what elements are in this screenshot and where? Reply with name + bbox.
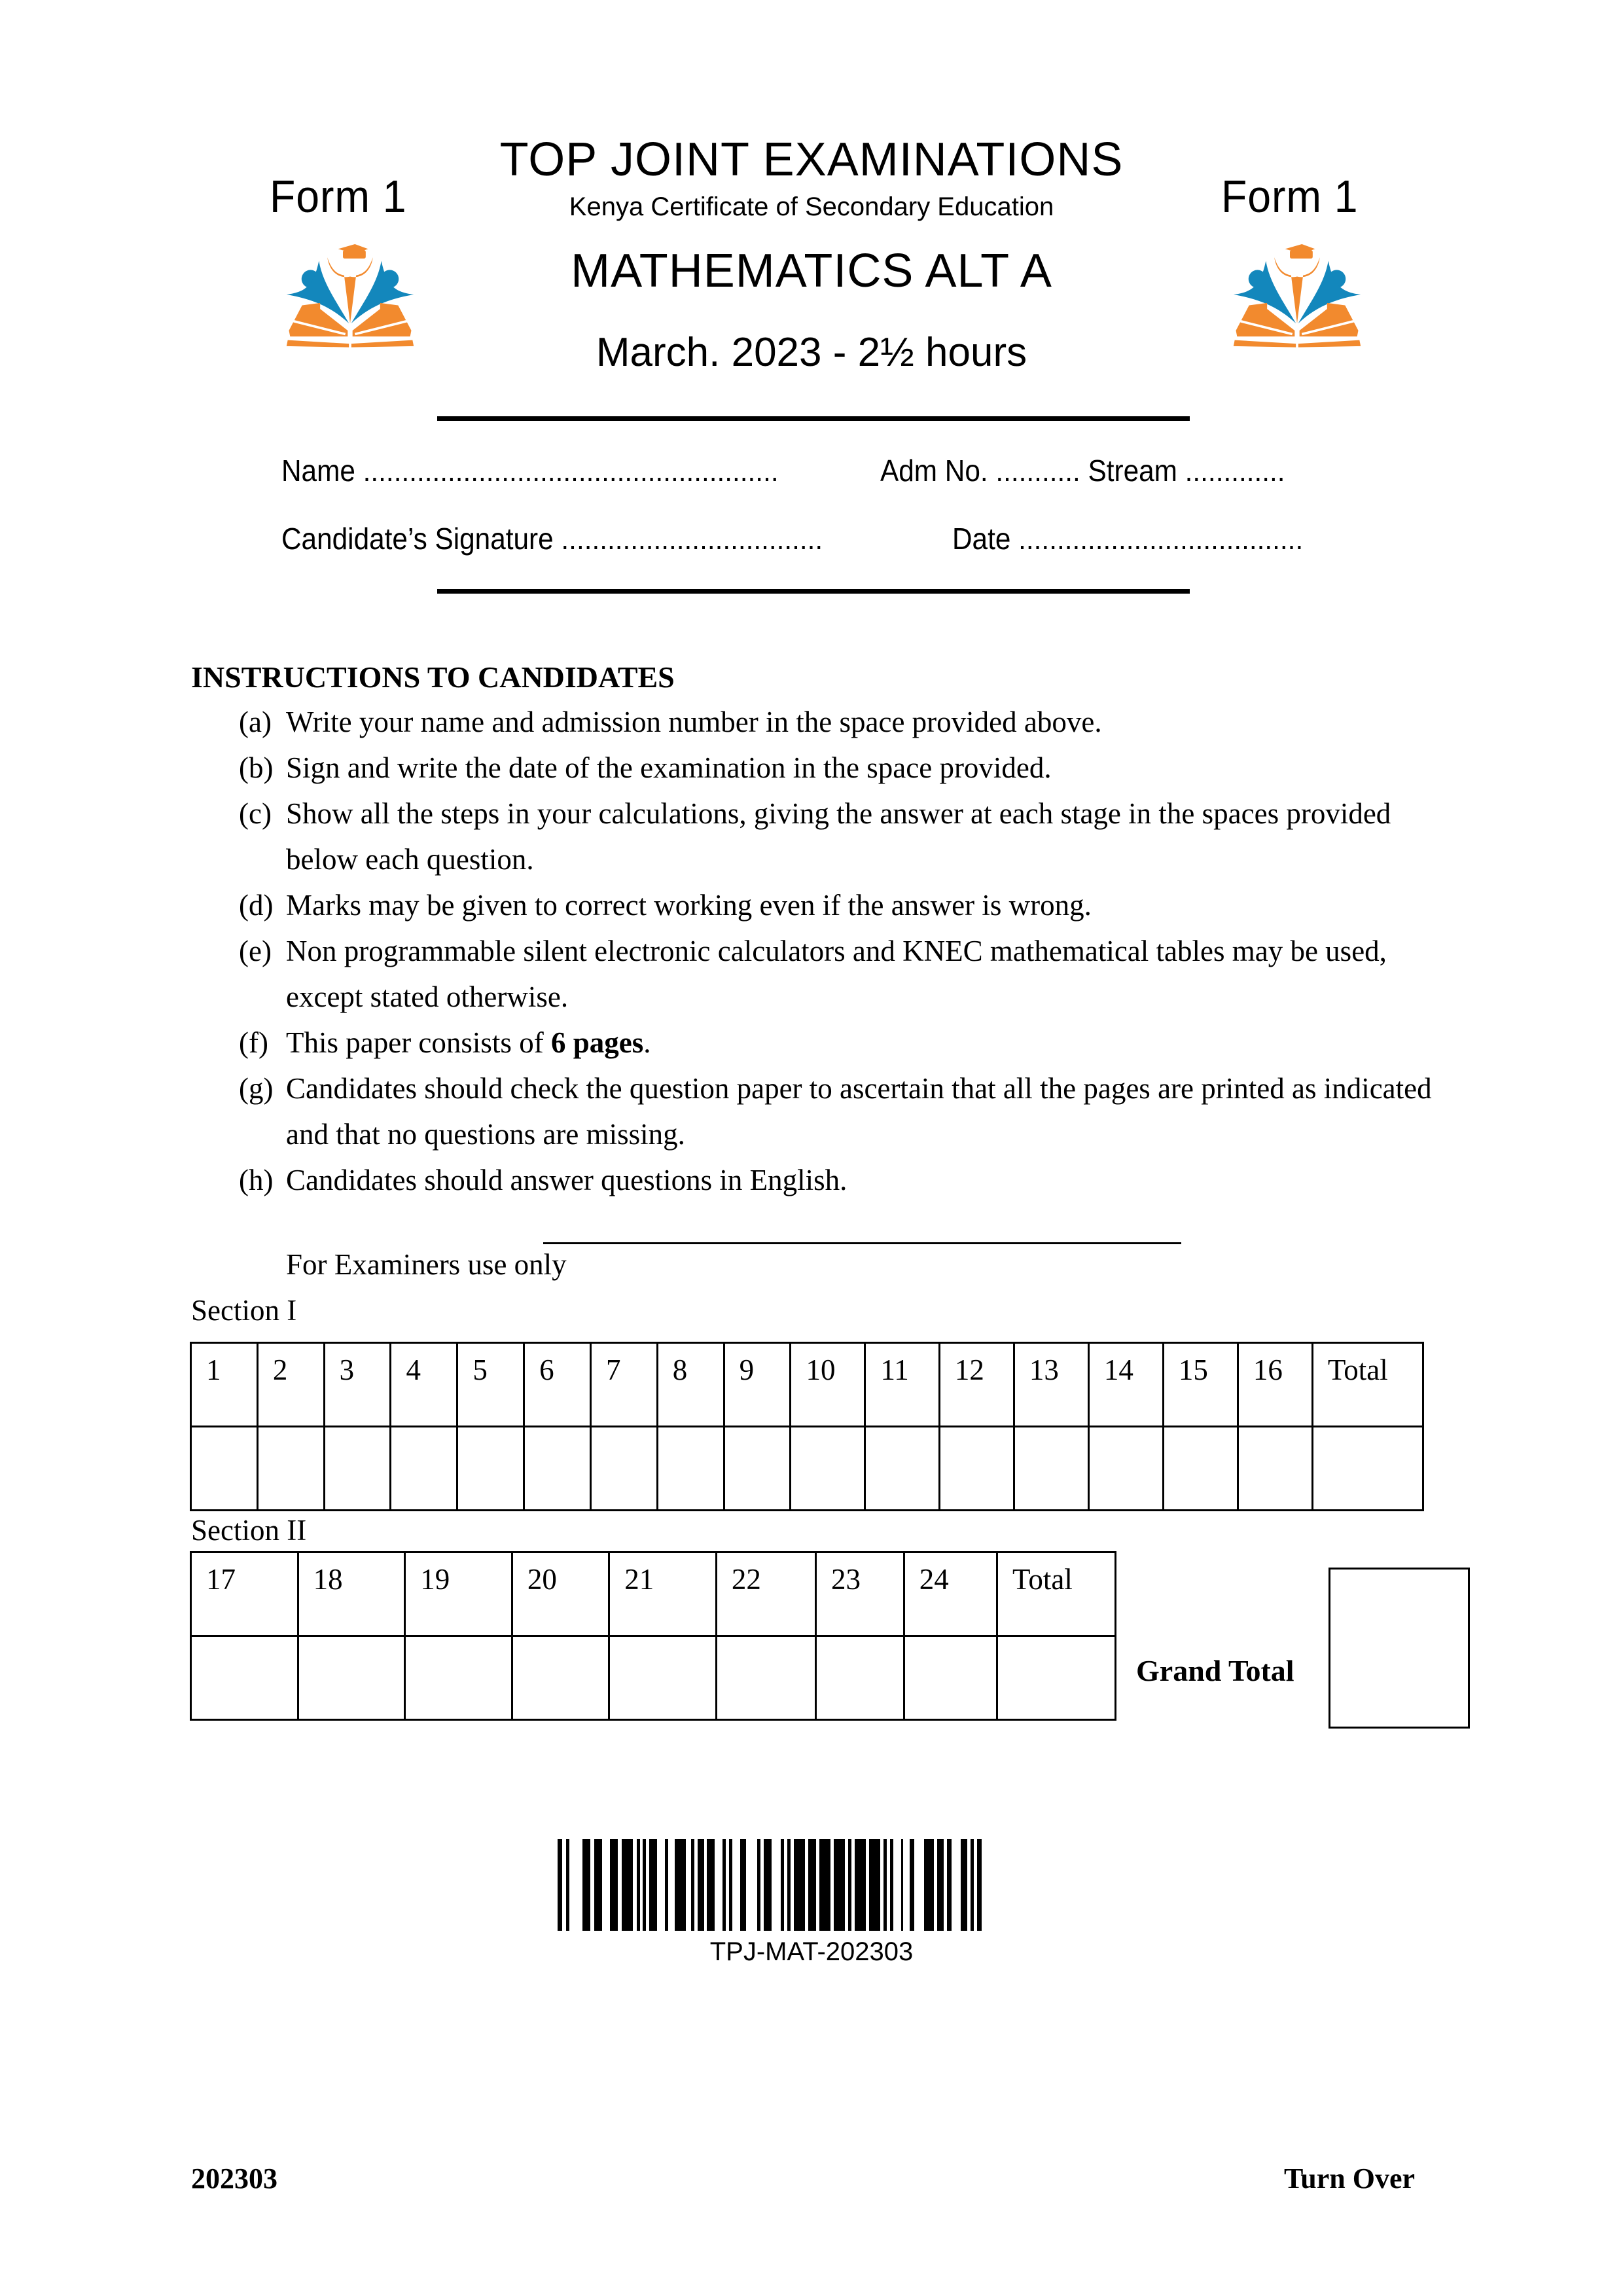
score-cell[interactable] <box>405 1636 512 1720</box>
question-header: 10 <box>791 1343 865 1427</box>
instruction-text: Candidates should answer questions in English. <box>286 1164 847 1196</box>
page-count: 6 pages <box>550 1026 644 1059</box>
date-field[interactable] <box>952 524 1303 554</box>
examiners-title: For Examiners use only <box>286 1248 567 1281</box>
instruction-item <box>239 1066 1450 1157</box>
instruction-text-part: This paper consists of <box>286 1026 551 1059</box>
score-cell[interactable] <box>1163 1427 1238 1511</box>
score-cell[interactable] <box>191 1636 298 1720</box>
turn-over-label: Turn Over <box>1284 2162 1416 2195</box>
org-title: TOP JOINT EXAMINATIONS <box>499 134 1124 186</box>
section-1-label: Section I <box>191 1294 297 1327</box>
total-header: Total <box>1312 1343 1423 1427</box>
question-header: 5 <box>457 1343 524 1427</box>
section-2-label: Section II <box>191 1514 307 1547</box>
name-label: Name <box>281 454 355 488</box>
signature-field[interactable] <box>281 524 823 554</box>
instruction-label: (h) <box>239 1164 274 1196</box>
adm-no-field[interactable] <box>880 456 1285 486</box>
instruction-label: (e) <box>239 935 272 967</box>
section-1-header-row <box>191 1343 1423 1427</box>
instruction-text-part: . <box>643 1026 651 1059</box>
score-cell[interactable] <box>904 1636 997 1720</box>
instruction-item <box>239 928 1450 1020</box>
score-cell[interactable] <box>512 1636 609 1720</box>
instruction-text: Candidates should check the question paper to ascertain that all the pages are printed as indicated and that no questions are missing. <box>286 1072 1432 1151</box>
question-header: 20 <box>512 1552 609 1636</box>
score-cell[interactable] <box>1088 1427 1163 1511</box>
instruction-label: (d) <box>239 889 274 922</box>
instruction-text <box>286 1020 1450 1066</box>
score-cell[interactable] <box>939 1427 1014 1511</box>
form-level-right: Form 1 <box>1221 171 1359 222</box>
instruction-item <box>239 1157 1450 1203</box>
score-cell[interactable] <box>524 1427 591 1511</box>
total-header: Total <box>997 1552 1116 1636</box>
barcode-text: TPJ-MAT-202303 <box>709 1937 914 1966</box>
score-cell[interactable] <box>657 1427 724 1511</box>
score-cell[interactable] <box>1014 1427 1088 1511</box>
question-header: 22 <box>716 1552 815 1636</box>
instruction-label: (b) <box>239 751 274 784</box>
name-dots: ...................................................... <box>363 454 779 488</box>
barcode <box>558 1839 1061 1931</box>
question-header: 23 <box>816 1552 904 1636</box>
section-1-score-row <box>191 1427 1423 1511</box>
instruction-label: (g) <box>239 1072 274 1105</box>
section-2-header-row <box>191 1552 1116 1636</box>
instruction-label: (f) <box>239 1026 268 1059</box>
question-header: 14 <box>1088 1343 1163 1427</box>
score-cell[interactable] <box>191 1427 258 1511</box>
signature-label: Candidate’s Signature <box>281 522 554 556</box>
instruction-item <box>239 745 1450 791</box>
header-divider <box>437 416 1190 421</box>
signature-dots: .................................. <box>561 522 823 556</box>
question-header: 9 <box>724 1343 791 1427</box>
instruction-item <box>239 1020 1450 1066</box>
instruction-text: Write your name and admission number in the space provided above. <box>286 706 1102 738</box>
question-header: 17 <box>191 1552 298 1636</box>
grand-total-label: Grand Total <box>1136 1654 1294 1687</box>
score-cell[interactable] <box>590 1427 657 1511</box>
exam-subtitle: Kenya Certificate of Secondary Education <box>569 192 1054 221</box>
question-header: 6 <box>524 1343 591 1427</box>
question-header: 24 <box>904 1552 997 1636</box>
fields-divider <box>437 589 1190 594</box>
question-header: 15 <box>1163 1343 1238 1427</box>
score-cell[interactable] <box>324 1427 391 1511</box>
name-field[interactable] <box>281 456 779 486</box>
total-score-cell[interactable] <box>1312 1427 1423 1511</box>
instruction-item <box>239 699 1450 745</box>
score-cell[interactable] <box>816 1636 904 1720</box>
question-header: 4 <box>391 1343 457 1427</box>
total-score-cell[interactable] <box>997 1636 1116 1720</box>
score-cell[interactable] <box>257 1427 324 1511</box>
instruction-label: (a) <box>239 706 272 738</box>
grand-total-box[interactable] <box>1329 1568 1470 1729</box>
exam-date-duration: March. 2023 - 2½ hours <box>596 330 1027 375</box>
section-2-score-row <box>191 1636 1116 1720</box>
instruction-item <box>239 882 1450 928</box>
question-header: 3 <box>324 1343 391 1427</box>
question-header: 13 <box>1014 1343 1088 1427</box>
score-cell[interactable] <box>716 1636 815 1720</box>
score-cell[interactable] <box>298 1636 405 1720</box>
score-cell[interactable] <box>391 1427 457 1511</box>
instructions-list <box>239 699 1450 1203</box>
instruction-label: (c) <box>239 797 272 830</box>
score-cell[interactable] <box>457 1427 524 1511</box>
question-header: 19 <box>405 1552 512 1636</box>
adm-dots: ........... <box>995 454 1080 488</box>
question-header: 7 <box>590 1343 657 1427</box>
subject-title: MATHEMATICS ALT A <box>571 245 1052 297</box>
question-header: 11 <box>865 1343 939 1427</box>
instruction-text: Sign and write the date of the examination in the space provided. <box>286 751 1052 784</box>
instruction-text: Non programmable silent electronic calculators and KNEC mathematical tables may be used, except stated otherwise. <box>286 935 1387 1013</box>
score-cell[interactable] <box>791 1427 865 1511</box>
adm-label: Adm No. <box>880 454 988 488</box>
stream-label: Stream <box>1088 454 1177 488</box>
paper-code: 202303 <box>191 2162 277 2195</box>
score-cell[interactable] <box>1238 1427 1312 1511</box>
question-header: 16 <box>1238 1343 1312 1427</box>
score-cell[interactable] <box>865 1427 939 1511</box>
question-header: 2 <box>257 1343 324 1427</box>
section-1-table <box>190 1342 1424 1511</box>
question-header: 18 <box>298 1552 405 1636</box>
score-cell[interactable] <box>724 1427 791 1511</box>
instructions-heading: INSTRUCTIONS TO CANDIDATES <box>191 660 675 694</box>
instruction-item <box>239 791 1450 882</box>
section-2-table <box>190 1551 1116 1721</box>
instructions-divider <box>543 1242 1181 1244</box>
instruction-text: Show all the steps in your calculations, giving the answer at each stage in the spaces provided below each question. <box>286 797 1391 876</box>
stream-dots: ............. <box>1185 454 1285 488</box>
form-level-left: Form 1 <box>270 171 407 222</box>
question-header: 12 <box>939 1343 1014 1427</box>
question-header: 21 <box>609 1552 717 1636</box>
instruction-text: Marks may be given to correct working even if the answer is wrong. <box>286 889 1092 922</box>
date-label: Date <box>952 522 1011 556</box>
score-cell[interactable] <box>609 1636 717 1720</box>
question-header: 1 <box>191 1343 258 1427</box>
question-header: 8 <box>657 1343 724 1427</box>
date-dots: ..................................... <box>1018 522 1304 556</box>
